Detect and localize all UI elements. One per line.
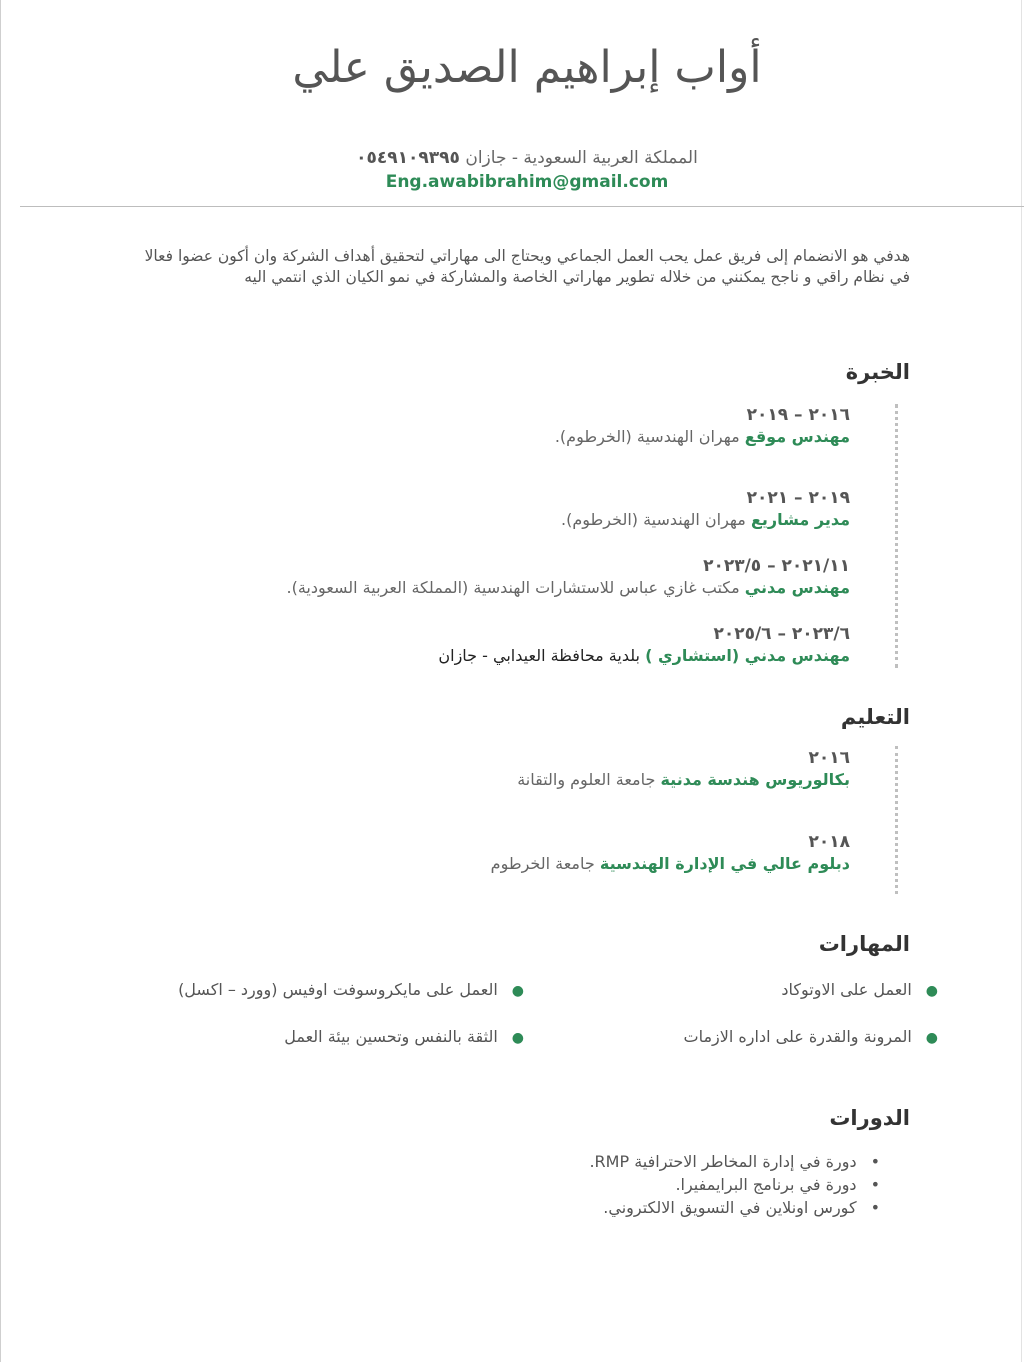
experience-org: بلدية محافظة العيدابي - جازان (438, 646, 640, 665)
experience-role: مدير مشاريع (750, 510, 850, 529)
experience-role: مهندس مدني (استشاري ) (645, 646, 850, 665)
experience-date: ٢٠٢١/١١ – ٢٠٢٣/٥ (703, 556, 850, 576)
experience-org: مهران الهندسية (الخرطوم). (554, 427, 740, 446)
courses-heading: الدورات (829, 1106, 910, 1130)
candidate-name: أواب إبراهيم الصديق علي (292, 42, 762, 93)
education-org: جامعة العلوم والتقانة (517, 770, 656, 789)
bullet-icon: ● (925, 1030, 938, 1046)
bullet-icon: • (870, 1152, 880, 1171)
experience-timeline (895, 404, 898, 668)
email-link[interactable]: Eng.awabibrahim@gmail.com (385, 172, 669, 192)
bullet-icon: ● (511, 983, 524, 999)
education-date: ٢٠١٨ (808, 832, 850, 852)
experience-role: مهندس موقع (744, 427, 850, 446)
courses-list (589, 1150, 880, 1219)
experience-org: مهران الهندسية (الخرطوم). (561, 510, 746, 529)
bullet-icon: ● (511, 1030, 524, 1046)
education-org: جامعة الخرطوم (490, 854, 595, 873)
education-date: ٢٠١٦ (808, 748, 850, 768)
course-text: كورس اونلاين في التسويق الالكتروني. (603, 1198, 857, 1217)
objective-text: هدفي هو الانضمام إلى فريق عمل يحب العمل الجماعي ويحتاج الى مهاراتي لتحقيق أهداف الشركة وان أكون عضوا فعالا في نظام راقي و ناجح يمكنني من خلاله تطوير مهاراتي الخاصة والمشاركة في نمو الكيان الذي انتمي اليه (144, 247, 910, 286)
bullet-icon: • (870, 1175, 880, 1194)
location: المملكة العربية السعودية - جازان (465, 148, 698, 168)
education-heading: التعليم (840, 705, 910, 729)
skill-text: العمل على الاوتوكاد (781, 980, 912, 999)
skills-heading: المهارات (818, 932, 910, 956)
course-item (589, 1173, 880, 1196)
experience-entry (287, 555, 850, 599)
experience-org: مكتب غازي عباس للاستشارات الهندسية (المملكة العربية السعودية). (286, 578, 740, 597)
course-item (589, 1150, 880, 1173)
course-text: دورة في إدارة المخاطر الاحترافية RMP. (589, 1152, 857, 1171)
skill-text: العمل على مايكروسوفت اوفيس (وورد – اكسل) (178, 980, 498, 999)
experience-date: ٢٠٢٣/٦ – ٢٠٢٥/٦ (713, 624, 850, 644)
skill-item (284, 1027, 524, 1046)
education-degree: دبلوم عالي في الإدارة الهندسية (599, 854, 850, 873)
skill-text: الثقة بالنفس وتحسين بيئة العمل (284, 1027, 498, 1046)
bullet-icon: • (870, 1198, 880, 1217)
experience-date: ٢٠١٩ – ٢٠٢١ (746, 488, 850, 508)
bullet-icon: ● (925, 983, 938, 999)
experience-entry (555, 404, 850, 448)
skill-item (178, 980, 524, 999)
education-timeline (895, 746, 898, 894)
education-entry (491, 831, 850, 875)
experience-entry (438, 623, 850, 667)
experience-role: مهندس مدني (744, 578, 850, 597)
education-entry (517, 747, 850, 791)
course-text: دورة في برنامج البرايمفيرا. (675, 1175, 857, 1194)
experience-entry (561, 487, 850, 531)
course-item (589, 1196, 880, 1219)
education-degree: بكالوريوس هندسة مدنية (660, 770, 850, 789)
skill-text: المرونة والقدرة على اداره الازمات (683, 1027, 912, 1046)
skill-item (781, 980, 938, 999)
skill-item (684, 1027, 938, 1046)
experience-heading: الخبرة (845, 360, 910, 384)
contact-line (0, 148, 1024, 168)
phone-number: ٠٥٤٩١٠٩٣٩٥ (356, 148, 460, 168)
experience-date: ٢٠١٦ – ٢٠١٩ (746, 405, 850, 425)
header-divider (20, 206, 1024, 207)
